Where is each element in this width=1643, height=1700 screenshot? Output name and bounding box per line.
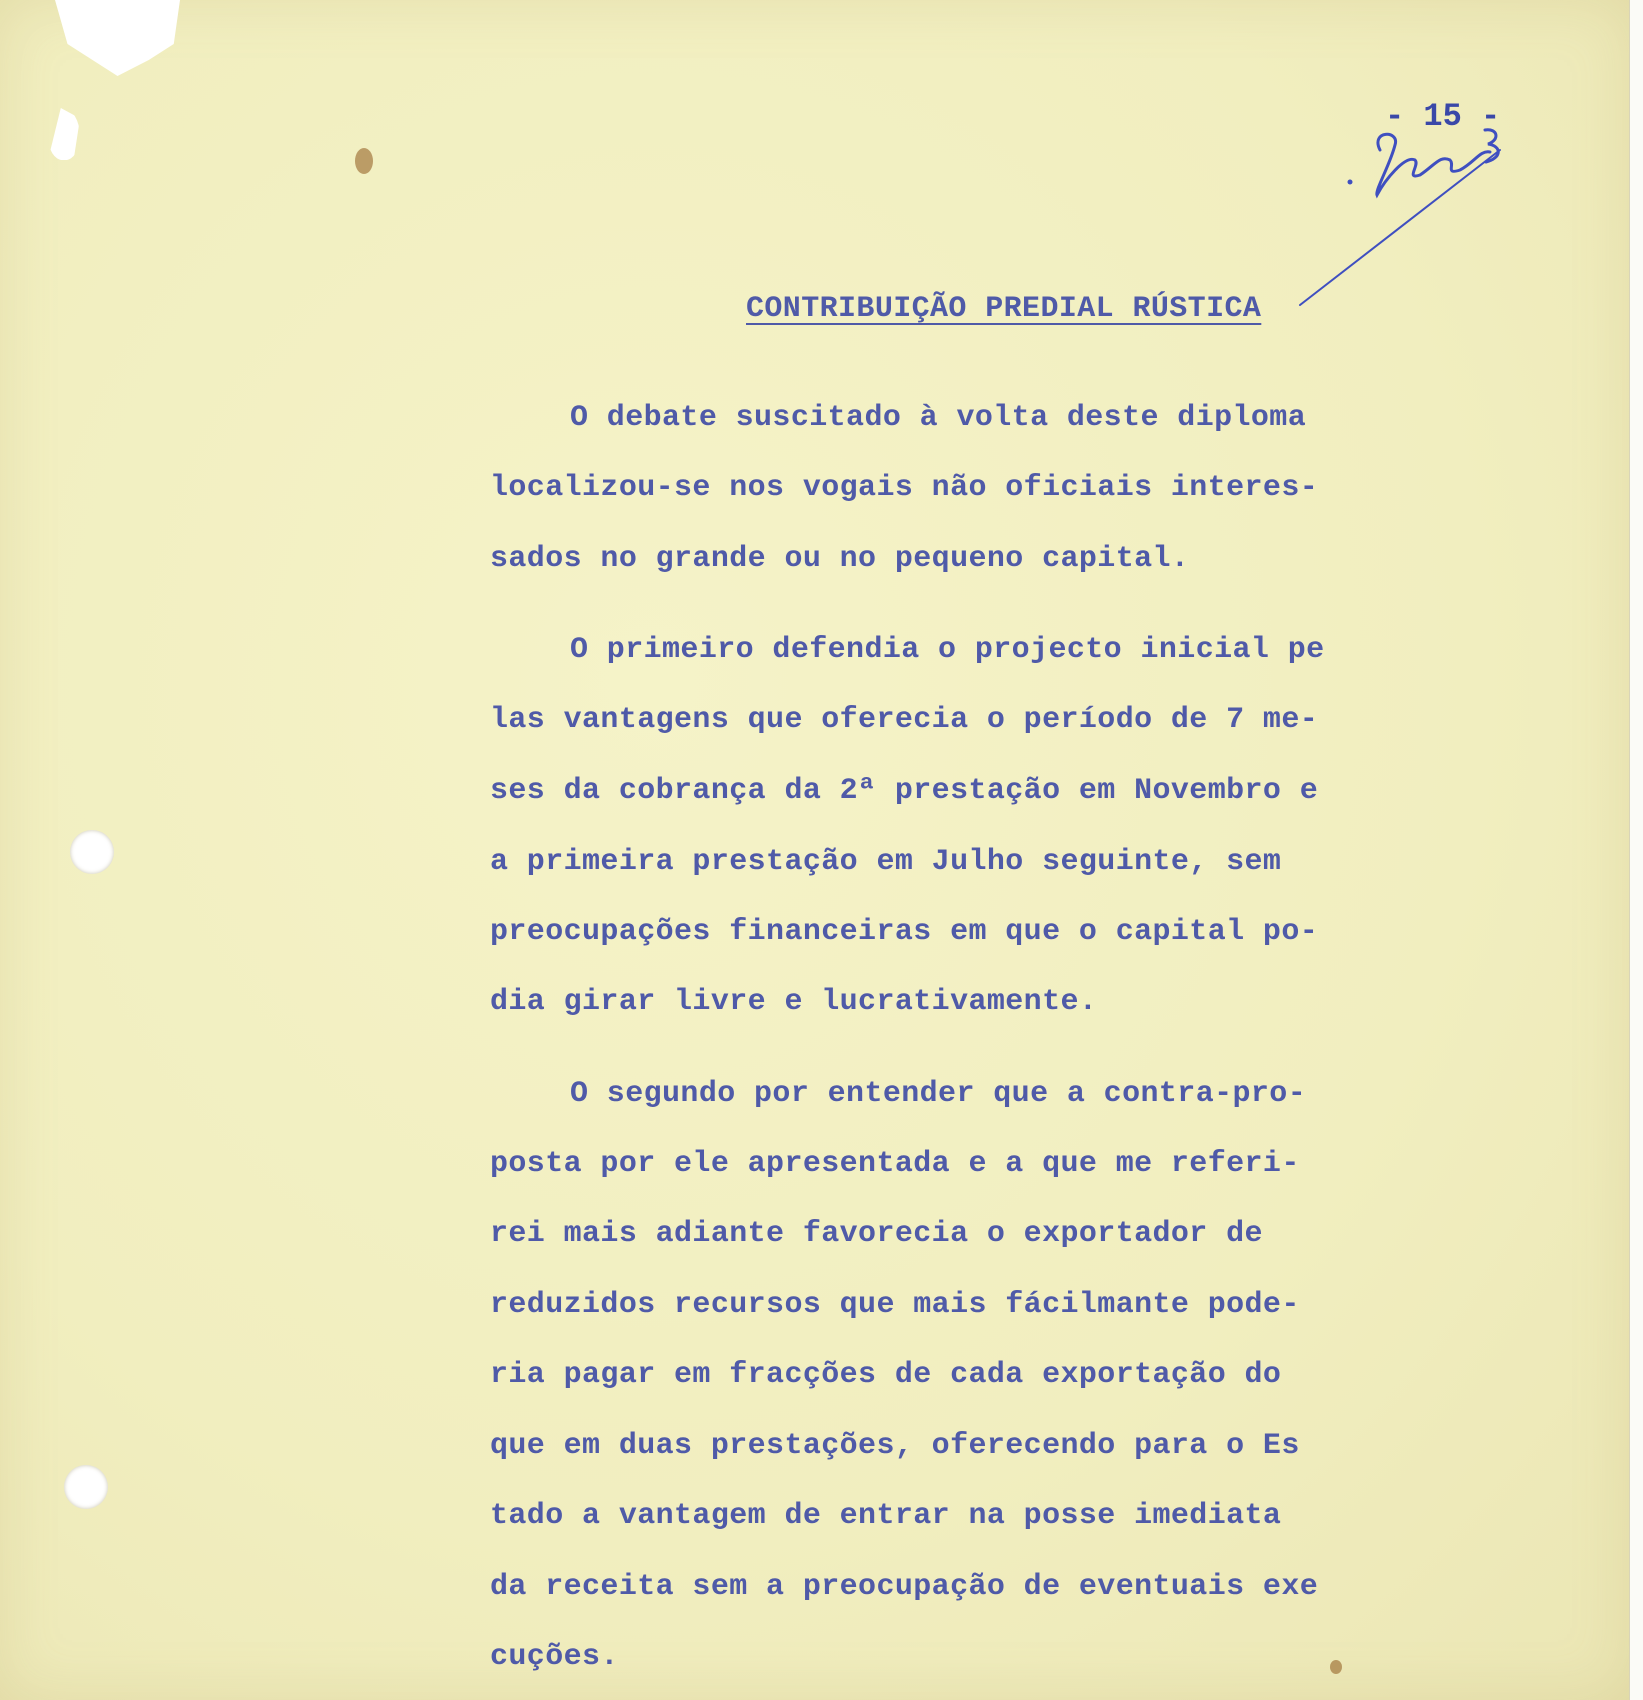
text-line: rei mais adiante favorecia o exportador de — [490, 1217, 1263, 1251]
text-line: localizou-se nos vogais não oficiais interes- — [490, 471, 1319, 505]
stain-mark — [355, 148, 373, 174]
text-line: que em duas prestações, oferecendo para o Es — [490, 1429, 1300, 1463]
text-line: posta por ele apresentada e a que me referi- — [490, 1147, 1300, 1181]
punch-hole — [70, 830, 114, 874]
text-line: da receita sem a preocupação de eventuais exe — [490, 1570, 1319, 1604]
text-line: preocupações financeiras em que o capital po- — [490, 915, 1319, 949]
text-line: O primeiro defendia o projecto inicial pe — [570, 633, 1325, 667]
text-line: cuções. — [490, 1640, 619, 1674]
text-line: dia girar livre e lucrativamente. — [490, 985, 1098, 1019]
text-line: O segundo por entender que a contra-pro- — [570, 1077, 1307, 1111]
torn-corner — [55, 0, 180, 80]
text-line: sados no grande ou no pequeno capital. — [490, 542, 1190, 576]
text-line: ses da cobrança da 2ª prestação em Novembro e — [490, 774, 1319, 808]
scan-edge — [1629, 0, 1643, 1700]
punch-hole — [64, 1465, 108, 1509]
text-line: las vantagens que oferecia o período de 7 me- — [490, 703, 1319, 737]
document-title: CONTRIBUIÇÃO PREDIAL RÚSTICA — [746, 292, 1262, 326]
text-line: reduzidos recursos que mais fácilmante pode- — [490, 1288, 1300, 1322]
text-line: a primeira prestação em Julho seguinte, sem — [490, 845, 1282, 879]
page-number: - 15 - — [1385, 98, 1501, 135]
text-line: ria pagar em fracções de cada exportação do — [490, 1358, 1282, 1392]
stain-mark — [1330, 1660, 1342, 1674]
paper-tear — [48, 108, 80, 160]
text-line: tado a vantagem de entrar na posse imediata — [490, 1499, 1282, 1533]
text-line: O debate suscitado à volta deste diploma — [570, 401, 1307, 435]
